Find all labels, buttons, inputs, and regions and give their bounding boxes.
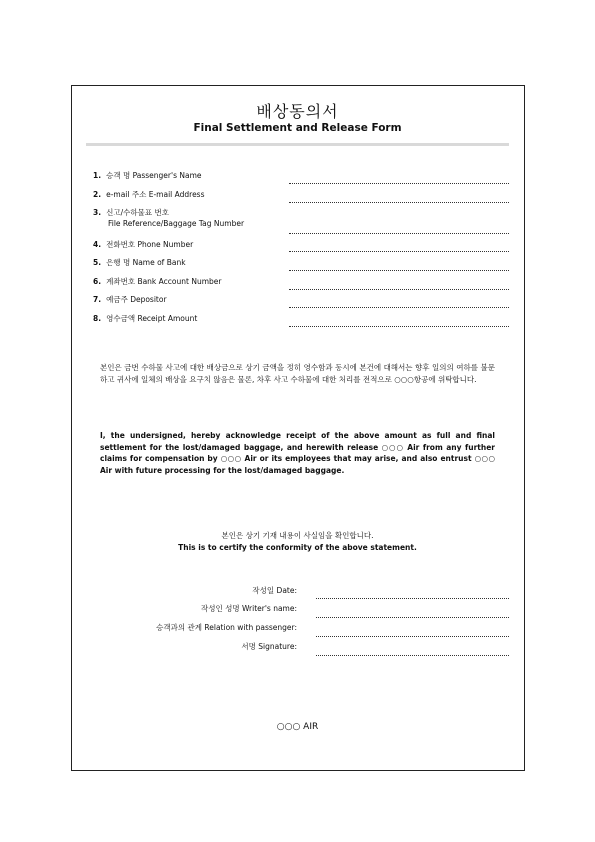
field-account-number — [93, 276, 221, 287]
date-line[interactable] — [316, 598, 509, 599]
field-number: 8. — [93, 314, 102, 323]
signature-writer-name-label: 작성인 성명 Writer's name: — [200, 604, 297, 613]
field-passenger-name — [93, 170, 201, 181]
form-frame — [71, 85, 525, 771]
field-receipt-amount — [93, 313, 197, 324]
field-label: 신고/수하물표 번호 — [106, 208, 169, 217]
agreement-paragraph-korean: 본인은 금번 수하물 사고에 대한 배상금으로 상기 금액을 정히 영수함과 동시에 본건에 대해서는 향후 일의의 여하를 불문하고 귀사에 일체의 배상을 요구치 않음은 물론, 차후 사고 수하물에 대한 처리를 전적으로 ○○○항공에 위탁합니다. — [100, 363, 495, 384]
receipt-amount-line[interactable] — [289, 326, 509, 327]
agreement-paragraph-english: I, the undersigned, hereby acknowledge receipt of the above amount as full and final settlement for the lost/damaged baggage, and herewith release ○○○ Air from any further claims for compensation by ○○○ Air or its employees that may arise, and also entrust ○○○ Air with future processing for the lost/damaged baggage. — [100, 431, 495, 475]
bank-name-line[interactable] — [289, 270, 509, 271]
field-label: 전화번호 Phone Number — [106, 240, 194, 249]
phone-line[interactable] — [289, 251, 509, 252]
confirmation-english: This is to certify the conformity of the above statement. — [178, 543, 417, 552]
field-label: e-mail 주소 E-mail Address — [106, 190, 205, 199]
confirmation-korean: 본인은 상기 기재 내용이 사실임을 확인합니다. — [221, 531, 374, 540]
email-line[interactable] — [289, 202, 509, 203]
field-label: 은행 명 Name of Bank — [106, 258, 186, 267]
depositor-line[interactable] — [289, 307, 509, 308]
title-divider — [86, 143, 509, 146]
field-bank-name — [93, 257, 186, 268]
signature-signature-label: 서명 Signature: — [241, 642, 297, 651]
field-number: 2. — [93, 190, 102, 199]
signature-relation-label: 승객과의 관계 Relation with passenger: — [156, 623, 297, 632]
field-number: 6. — [93, 277, 102, 286]
airline-footer: ○○○ AIR — [276, 722, 319, 732]
field-depositor — [93, 294, 167, 305]
field-tag-number — [93, 207, 245, 228]
field-number: 3. — [93, 208, 102, 217]
field-number: 7. — [93, 295, 102, 304]
field-sublabel: File Reference/Baggage Tag Number — [108, 219, 245, 228]
field-label: 승객 명 Passenger's Name — [106, 171, 202, 180]
field-number: 5. — [93, 258, 102, 267]
passenger-name-line[interactable] — [289, 183, 509, 184]
field-label: 예금주 Depositor — [106, 295, 167, 304]
tag-number-line[interactable] — [289, 233, 509, 234]
writer-name-line[interactable] — [316, 617, 509, 618]
field-number: 4. — [93, 240, 102, 249]
form-title-korean: 배상동의서 — [256, 102, 339, 121]
field-email — [93, 189, 205, 200]
signature-line[interactable] — [316, 655, 509, 656]
relation-line[interactable] — [316, 636, 509, 637]
field-label: 계좌번호 Bank Account Number — [106, 277, 222, 286]
signature-date-label: 작성일 Date: — [252, 586, 297, 595]
form-title-english: Final Settlement and Release Form — [193, 122, 402, 134]
field-label: 영수금액 Receipt Amount — [106, 314, 198, 323]
field-number: 1. — [93, 171, 102, 180]
account-number-line[interactable] — [289, 289, 509, 290]
field-phone — [93, 239, 193, 250]
